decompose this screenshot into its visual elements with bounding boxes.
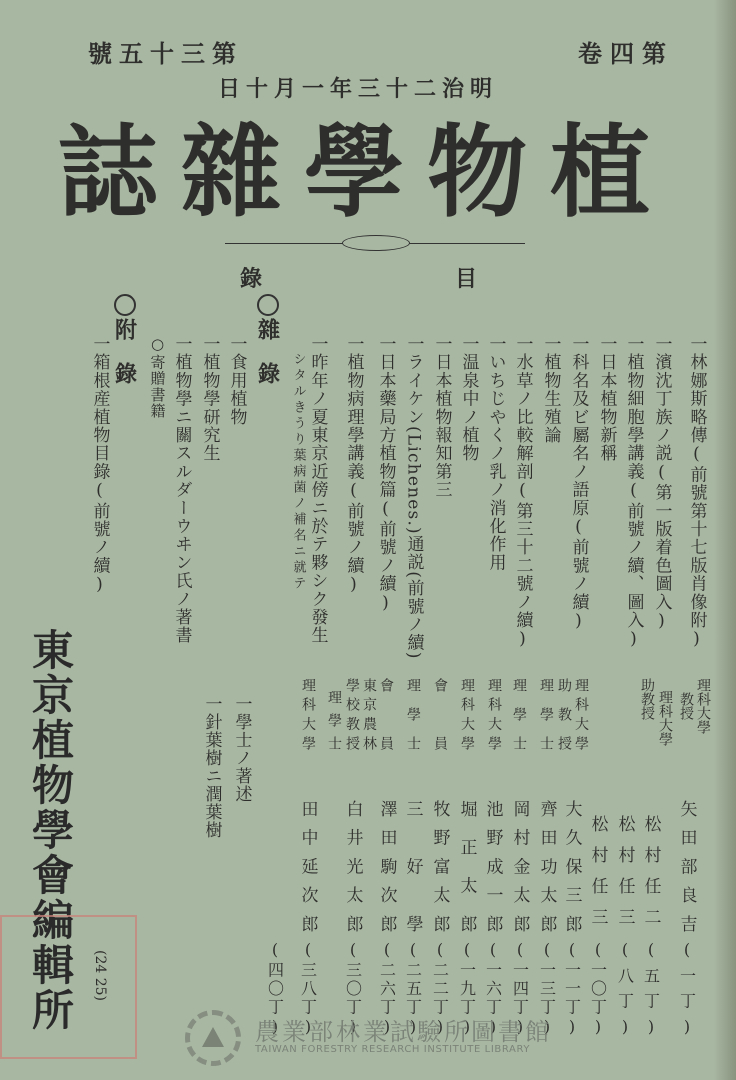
catalog-number: (24 25)	[92, 950, 108, 1002]
author-name: 田中延次郎	[297, 800, 318, 932]
author-name: 池野成一郎	[482, 800, 503, 932]
toc-article[interactable]: 一日本植物報知第三	[431, 335, 452, 499]
toc-appendix-item[interactable]: 一箱根産植物目錄(前號ノ續)	[89, 335, 110, 596]
page-number: (三八丁)	[298, 940, 318, 1036]
page-number: (八丁)	[615, 940, 635, 1036]
author-affiliation: 理科大學	[573, 678, 589, 750]
author-affiliation: 理學士	[326, 690, 342, 750]
toc-article[interactable]: 一科名及ビ屬名ノ語原(前號ノ續)	[568, 335, 589, 633]
toc-article[interactable]: 一濱沈丁族ノ説(第一版着色圖入)	[651, 335, 672, 633]
author-affiliation: 理科大學	[300, 678, 316, 750]
page-number: (二二丁)	[430, 940, 450, 1036]
page-number: (一六丁)	[483, 940, 503, 1036]
author-affiliation: 理科大學	[459, 678, 475, 750]
page-number: (一九丁)	[457, 940, 477, 1036]
author-affiliation: 會員	[378, 678, 394, 750]
author-name: 松村任三	[587, 815, 608, 925]
author-affiliation: 理學士	[511, 678, 527, 750]
toc-article[interactable]: 一植物生殖論	[540, 335, 561, 445]
toc-article[interactable]: 一林娜斯略傳(前號第十七版肖像附)	[686, 335, 707, 651]
author-name: 三好學	[402, 800, 423, 932]
author-name: 矢田部良吉	[676, 800, 697, 932]
toc-article[interactable]: 一ライケン(Lichenes.)通説(前號ノ續)	[403, 335, 424, 660]
toc-article[interactable]: 一昨年ノ夏東京近傍ニ於テ夥シク發生	[307, 335, 328, 645]
author-affiliation: 學校教授	[344, 678, 360, 750]
author-name: 堀正太郎	[456, 800, 477, 932]
author-affiliation: 理科大學	[657, 690, 673, 746]
volume-number: 第四卷	[578, 39, 674, 68]
toc-article[interactable]: 一水草ノ比較解剖(第三十二號ノ續)	[512, 335, 533, 651]
library-logo-icon	[185, 1010, 241, 1066]
section-miscellany: 雜錄	[254, 318, 281, 406]
toc-misc-item[interactable]: 一植物學研究生	[199, 335, 220, 463]
page-number: (四〇丁)	[265, 940, 285, 1036]
publisher-name: 東京植物學會編輯所	[26, 628, 75, 1033]
library-name-zh: 農業部林業試驗所圖書館	[255, 1018, 552, 1046]
toc-article[interactable]: 一植物病理學講義(前號ノ續)	[343, 335, 364, 596]
page-number: (一丁)	[677, 940, 697, 1036]
page-number: (二六丁)	[377, 940, 397, 1036]
toc-misc-extra[interactable]: 一學士ノ著述	[231, 695, 252, 803]
section-appendix: 附錄	[111, 318, 138, 406]
toc-article[interactable]: 一いちじやくノ乳ノ消化作用	[485, 335, 506, 572]
author-name: 大久保三郎	[561, 800, 582, 932]
toc-article[interactable]: 一日本植物新稱	[596, 335, 617, 463]
toc-heading-right: 錄	[240, 266, 263, 292]
author-affiliation: 理科大學	[695, 678, 711, 734]
toc-misc-item[interactable]: 一植物學ニ關スルダーウヰン氏ノ著書	[171, 335, 192, 645]
page-number: (一三丁)	[537, 940, 557, 1036]
author-affiliation: 理學士	[538, 678, 554, 750]
author-name: 松村任二	[640, 815, 661, 925]
toc-misc-item[interactable]: ○寄贈書籍	[148, 335, 167, 419]
toc-article[interactable]: 一植物細胞學講義(前號ノ續、圖入)	[623, 335, 644, 651]
author-name: 牧野富太郎	[429, 800, 450, 932]
author-affiliation: 助教授	[639, 678, 655, 720]
author-name: 岡村金太郎	[509, 800, 530, 932]
toc-article-continued: シタルきうり葉病菌ノ補名ニ就テ	[290, 352, 306, 592]
library-stamp	[0, 915, 137, 1059]
author-affiliation: 教授	[678, 692, 694, 720]
library-name-en: TAIWAN FORESTRY RESEARCH INSTITUTE LIBRARY	[255, 1044, 531, 1055]
toc-misc-item[interactable]: 一食用植物	[226, 335, 247, 426]
author-name: 白井光太郎	[342, 800, 363, 932]
author-affiliation: 理科大學	[486, 678, 502, 750]
toc-article[interactable]: 一温泉中ノ植物	[458, 335, 479, 463]
author-affiliation: 會員	[432, 678, 448, 750]
issue-number: 第三十五號	[88, 39, 243, 68]
section-marker-circle	[257, 294, 279, 316]
author-affiliation: 東京農林	[361, 678, 377, 750]
page-number: (一〇丁)	[588, 940, 608, 1036]
page-number: (三〇丁)	[343, 940, 363, 1036]
page-edge-shadow	[714, 0, 736, 1080]
page-number: (二五丁)	[403, 940, 423, 1036]
author-affiliation: 助教授	[556, 678, 572, 750]
page-number: (一四丁)	[510, 940, 530, 1036]
section-marker-circle	[114, 294, 136, 316]
toc-heading-left: 目	[455, 266, 478, 292]
toc-article[interactable]: 一日本藥局方植物篇(前號ノ續)	[375, 335, 396, 614]
page-number: (一一丁)	[562, 940, 582, 1036]
toc-misc-extra[interactable]: 一針葉樹ニ潤葉樹	[201, 695, 222, 839]
ornament-flourish	[342, 235, 410, 251]
author-name: 齊田功太郎	[536, 800, 557, 932]
page-number: (五丁)	[641, 940, 661, 1036]
author-name: 澤田駒次郎	[376, 800, 397, 932]
author-affiliation: 理學士	[405, 678, 421, 750]
publication-date: 明治二十三年一月十日	[218, 76, 499, 102]
author-name: 松村任三	[614, 815, 635, 925]
journal-title: 植物學雜誌	[58, 113, 673, 231]
